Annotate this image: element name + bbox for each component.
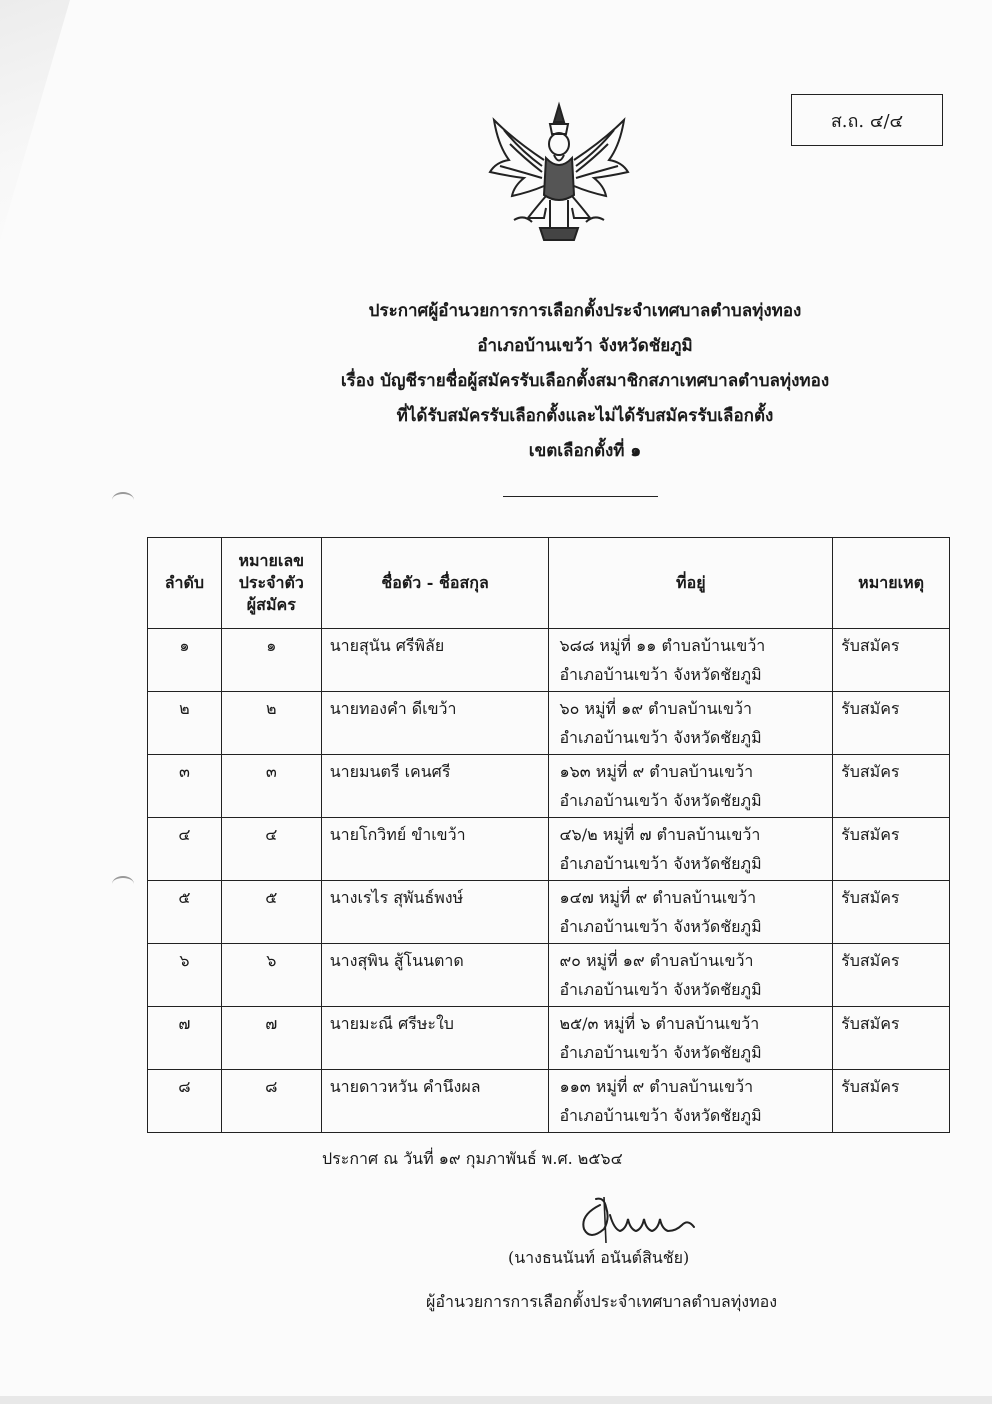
col-header-order: ลำดับ [148,538,222,629]
header-divider [503,496,658,497]
signer-name: (นางธนนันท์ อนันต์สินชัย) [508,1248,690,1267]
cell-remark: รับสมัคร [833,1007,950,1070]
address-line: อำเภอบ้านเขว้า จังหวัดชัยภูมิ [559,665,762,684]
header-line-4: ที่ได้รับสมัครรับเลือกตั้งและไม่ได้รับสมัครรับเลือกตั้ง [396,406,774,426]
cell-remark: รับสมัคร [833,881,950,944]
address-line: อำเภอบ้านเขว้า จังหวัดชัยภูมิ [559,1043,762,1062]
col-header-name: ชื่อตัว - ชื่อสกุล [321,538,549,629]
cell-address [549,1070,833,1133]
table-row [148,944,950,1007]
address-line: อำเภอบ้านเขว้า จังหวัดชัยภูมิ [559,1106,762,1125]
address-line: ๑๖๓ หมู่ที่ ๙ ตำบลบ้านเขว้า [559,762,754,781]
handwritten-signature [570,1185,710,1245]
cell-order: ๓ [148,755,222,818]
table-row [148,692,950,755]
cell-order: ๑ [148,629,222,692]
table-row [148,755,950,818]
address-line: อำเภอบ้านเขว้า จังหวัดชัยภูมิ [559,917,762,936]
cell-number: ๓ [221,755,321,818]
cell-order: ๘ [148,1070,222,1133]
cell-remark: รับสมัคร [833,692,950,755]
table-row [148,629,950,692]
header-line-5: เขตเลือกตั้งที่ ๑ [528,441,642,461]
table-row [148,818,950,881]
address-line: อำเภอบ้านเขว้า จังหวัดชัยภูมิ [559,980,762,999]
col-header-number-line: ประจำตัว [238,573,304,592]
table-row [148,881,950,944]
form-code: ส.ถ. ๔/๔ [830,110,904,132]
candidate-table [147,537,950,1133]
address-line: ๑๔๗ หมู่ที่ ๙ ตำบลบ้านเขว้า [559,888,757,907]
cell-remark: รับสมัคร [833,629,950,692]
cell-address [549,881,833,944]
cell-order: ๔ [148,818,222,881]
garuda-emblem-icon [484,100,634,250]
address-line: ๖๘๘ หมู่ที่ ๑๑ ตำบลบ้านเขว้า [559,636,766,655]
announcement-header [300,294,870,469]
cell-remark: รับสมัคร [833,944,950,1007]
page-bottom-edge [0,1396,992,1404]
cell-number: ๖ [221,944,321,1007]
col-header-remark: หมายเหตุ [833,538,950,629]
cell-number: ๕ [221,881,321,944]
address-line: อำเภอบ้านเขว้า จังหวัดชัยภูมิ [559,791,762,810]
col-header-number [221,538,321,629]
page-fold-shadow [0,0,70,240]
cell-number: ๘ [221,1070,321,1133]
punch-hole-mark [112,876,134,892]
address-line: ๒๕/๓ หมู่ที่ ๖ ตำบลบ้านเขว้า [559,1014,760,1033]
cell-number: ๑ [221,629,321,692]
cell-number: ๗ [221,1007,321,1070]
col-header-number-line: ผู้สมัคร [246,595,296,614]
table-row [148,1007,950,1070]
cell-name: นายมนตรี เคนศรี [321,755,549,818]
cell-order: ๒ [148,692,222,755]
table-header-row [148,538,950,629]
cell-name: นายมะณี ศรีษะใบ [321,1007,549,1070]
cell-name: นางสุพิน สู้โนนตาด [321,944,549,1007]
signer-title: ผู้อำนวยการการเลือกตั้งประจำเทศบาลตำบลทุ่งทอง [426,1292,778,1311]
cell-address [549,692,833,755]
cell-remark: รับสมัคร [833,818,950,881]
cell-order: ๗ [148,1007,222,1070]
cell-name: นายดาวหวัน คำนึงผล [321,1070,549,1133]
cell-address [549,818,833,881]
cell-name: นายโกวิทย์ ขำเขว้า [321,818,549,881]
col-header-address: ที่อยู่ [549,538,833,629]
address-line: ๖๐ หมู่ที่ ๑๙ ตำบลบ้านเขว้า [559,699,752,718]
cell-remark: รับสมัคร [833,755,950,818]
header-line-2: อำเภอบ้านเขว้า จังหวัดชัยภูมิ [477,336,693,356]
table-row [148,1070,950,1133]
cell-address [549,1007,833,1070]
cell-address [549,629,833,692]
announcement-date: ประกาศ ณ วันที่ ๑๙ กุมภาพันธ์ พ.ศ. ๒๕๖๔ [322,1149,623,1168]
address-line: ๙๐ หมู่ที่ ๑๙ ตำบลบ้านเขว้า [559,951,754,970]
header-line-1: ประกาศผู้อำนวยการการเลือกตั้งประจำเทศบาลตำบลทุ่งทอง [368,301,802,321]
address-line: ๔๖/๒ หมู่ที่ ๗ ตำบลบ้านเขว้า [559,825,761,844]
header-line-3: เรื่อง บัญชีรายชื่อผู้สมัครรับเลือกตั้งสมาชิกสภาเทศบาลตำบลทุ่งทอง [340,371,830,391]
address-line: อำเภอบ้านเขว้า จังหวัดชัยภูมิ [559,728,762,747]
cell-number: ๒ [221,692,321,755]
cell-name: นางเรไร สุพันธ์พงษ์ [321,881,549,944]
col-header-number-line: หมายเลข [238,551,305,570]
punch-hole-mark [112,492,134,508]
cell-name: นายทองคำ ดีเขว้า [321,692,549,755]
address-line: ๑๑๓ หมู่ที่ ๙ ตำบลบ้านเขว้า [559,1077,754,1096]
cell-order: ๖ [148,944,222,1007]
cell-order: ๕ [148,881,222,944]
cell-number: ๔ [221,818,321,881]
cell-name: นายสุนัน ศรีพิลัย [321,629,549,692]
cell-remark: รับสมัคร [833,1070,950,1133]
cell-address [549,944,833,1007]
cell-address [549,755,833,818]
address-line: อำเภอบ้านเขว้า จังหวัดชัยภูมิ [559,854,762,873]
form-code-box [791,94,943,146]
